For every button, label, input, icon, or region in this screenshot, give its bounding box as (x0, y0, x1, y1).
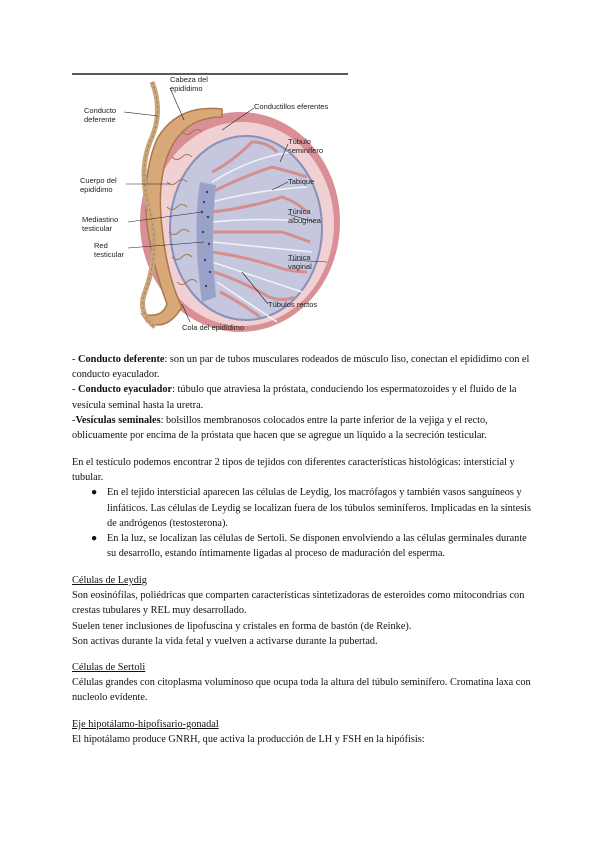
list-item: ● En la luz, se localizan las células de Sertoli. Se disponen envolviendo a las células germinales durante su desarrollo, estando íntimamente ligadas al proceso de maduración del esperma. (91, 533, 527, 560)
label-cola-epididimo: Cola del epidídimo (182, 323, 245, 332)
leydig-line: Suelen tener inclusiones de lipofuscina y cristales en forma de bastón (de Reinke). (72, 620, 412, 632)
sertoli-section (72, 660, 532, 706)
definition-item: - Conducto eyaculador: túbulo que atraviesa la próstata, conduciendo los espermatozoides y el fluido de la vesícula seminal hasta la uretra. (72, 384, 517, 411)
leydig-section (72, 573, 532, 649)
label-cuerpo-epididimo: Cuerpo del epidídimo (80, 176, 117, 194)
eje-heading: Eje hipotálamo-hipofisario-gonadal (72, 719, 219, 730)
definitions-block (72, 352, 532, 443)
label-cabeza-epididimo: Cabeza del epidídimo (170, 75, 208, 93)
definition-item: -Vesículas seminales: bolsillos membranosos colocados entre la parte inferior de la vejiga y el recto, oblicuamente por encima de la próstata que hacen que se agregue un líquido a la secreción testicular. (72, 414, 488, 442)
tissue-list (72, 485, 532, 561)
definition-term: Conducto deferente (78, 354, 165, 365)
label-tubulos-rectos: Túbulos rectos (268, 300, 318, 309)
bullet-icon: ● (91, 533, 98, 545)
intro-paragraph: En el testículo podemos encontrar 2 tipos de tejidos con diferentes características histológicas: intersticial y tubular. (72, 457, 515, 484)
definition-item: - Conducto deferente: son un par de tubos musculares rodeados de músculo liso, conectan el epidídimo con el conducto eyaculador. (72, 354, 530, 381)
label-conductillos-eferentes: Conductillos eferentes (254, 102, 329, 111)
eje-section (72, 717, 532, 747)
testis-anatomy-figure (72, 72, 348, 336)
leydig-heading: Células de Leydig (72, 575, 147, 586)
definition-term: Conducto eyaculador (78, 384, 173, 396)
tissues-block (72, 455, 532, 561)
label-tubulo-seminifero: Túbulo seminífero (288, 137, 324, 155)
label-red-testicular: Red testicular (94, 241, 125, 259)
label-tabique: Tabique (288, 177, 315, 186)
leydig-line: Son activas durante la vida fetal y vuelven a activarse durante la pubertad. (72, 635, 378, 647)
label-conducto-deferente: Conducto deferente (84, 106, 117, 124)
label-tunica-vaginal: Túnica vaginal (288, 253, 312, 271)
list-item: ● En el tejido intersticial aparecen las células de Leydig, los macrófagos y también vasos sanguíneos y linfáticos. Las células de Leydig se localizan fuera de los túbulos seminíferos. Implicadas en la síntesis de andrógenos (testosterona). (91, 487, 532, 529)
label-tunica-albuginea: Túnica albugínea (288, 207, 321, 225)
sertoli-text: Células grandes con citoplasma voluminoso que ocupa toda la altura del túbulo seminífero. Cromatina laxa con nucleolo evidente. (72, 677, 531, 704)
leydig-line: Son eosinófilas, poliédricas que comparten características sintetizadoras de esteroides como mitocondrias con crestas tubulares y REL muy desarrollado. (72, 590, 525, 617)
label-mediastino-testicular: Mediastino testicular (82, 215, 119, 233)
bullet-icon: ● (91, 487, 98, 499)
sertoli-heading: Células de Sertoli (72, 662, 146, 673)
eje-text: El hipotálamo produce GNRH, que activa la producción de LH y FSH en la hipófisis: (72, 734, 425, 746)
definition-term: Vesículas seminales (75, 414, 161, 426)
